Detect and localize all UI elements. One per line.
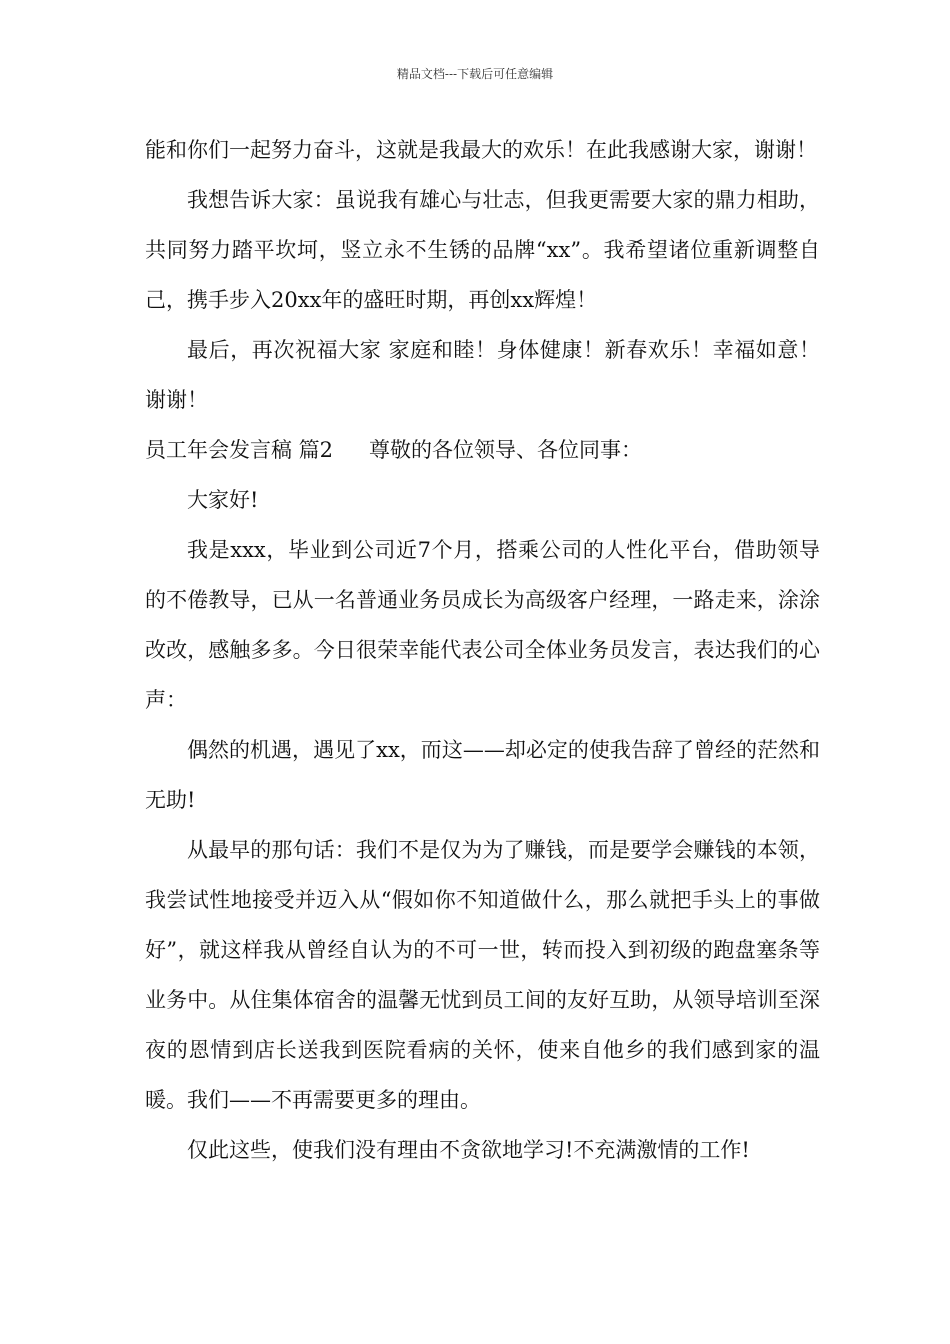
salutation: 尊敬的各位领导、各位同事： <box>369 438 643 462</box>
paragraph-3: 最后，再次祝福大家 家庭和睦！身体健康！新春欢乐！幸福如意！谢谢！ <box>145 338 820 412</box>
page-header: 精品文档---下载后可任意编辑 <box>396 67 554 81</box>
section-heading <box>145 425 820 475</box>
paragraph-4: 我是xxx，毕业到公司近7个月，搭乘公司的人性化平台，借助领导的不倦教导，已从一名普通业务员成长为高级客户经理，一路走来，涂涂改改，感触多多。今日很荣幸能代表公司全体业务员发言，表达我们的心声： <box>145 538 820 712</box>
paragraph-6: 从最早的那句话：我们不是仅为为了赚钱，而是要学会赚钱的本领，我尝试性地接受并迈入从“假如你不知道做什么，那么就把手头上的事做好”，就这样我从曾经自认为的不可一世，转而投入到初级的跑盘塞条等业务中。从住集体宿舍的温馨无忧到员工间的友好互助，从领导培训至深夜的恩情到店长送我到医院看病的关怀，使来自他乡的我们感到家的温暖。我们——不再需要更多的理由。 <box>145 838 820 1112</box>
section-title: 员工年会发言稿 篇2 <box>145 438 334 462</box>
paragraph-5: 偶然的机遇，遇见了xx，而这——却必定的使我告辞了曾经的茫然和无助! <box>145 738 820 812</box>
paragraph-2: 我想告诉大家：虽说我有雄心与壮志，但我更需要大家的鼎力相助，共同努力踏平坎坷，竖立永不生锈的品牌“xx”。我希望诸位重新调整自己，携手步入20xx年的盛旺时期，再创xx辉煌！ <box>145 188 820 312</box>
document-body <box>145 125 820 1175</box>
greeting-paragraph: 大家好! <box>187 488 259 512</box>
paragraph-7: 仅此这些，使我们没有理由不贪欲地学习!不充满激情的工作! <box>187 1138 750 1162</box>
paragraph-1: 能和你们一起努力奋斗，这就是我最大的欢乐！在此我感谢大家，谢谢！ <box>145 138 817 162</box>
